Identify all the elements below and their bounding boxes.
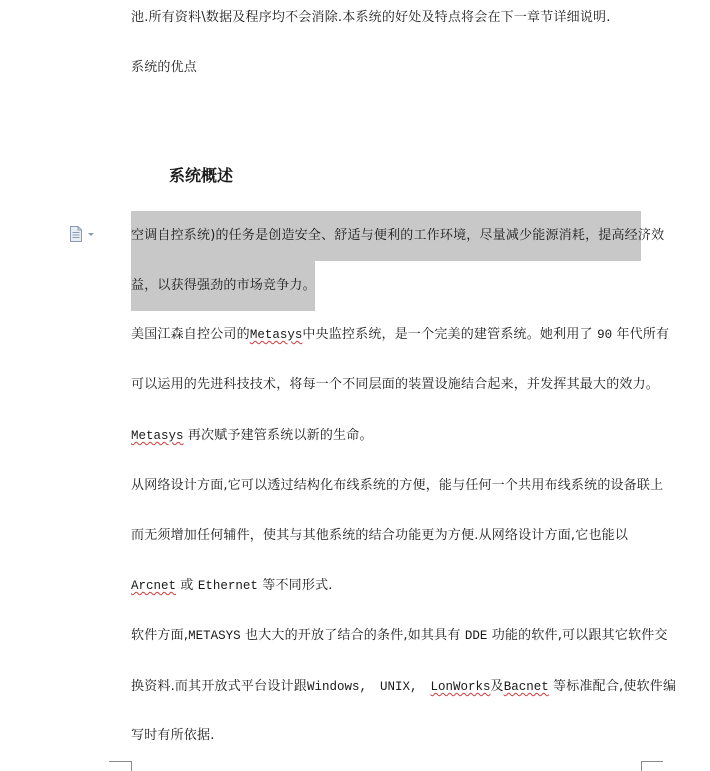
text-run: 等不同形式.	[262, 578, 333, 593]
text-run: UNIX,	[379, 680, 418, 694]
spellcheck-word: Bacnet	[503, 680, 549, 694]
paragraph-line: 空调自控系统)的任务是创造安全、舒适与便利的工作环境，尽量减少能源消耗，提高经济效	[131, 228, 665, 243]
text-run: METASYS	[188, 629, 241, 643]
spellcheck-word: Metasys	[249, 328, 303, 342]
paragraph-line: 益，以获得强劲的市场竞争力。	[131, 278, 316, 293]
text-run: DDE	[464, 629, 488, 643]
paragraph-line: 写时有所依据.	[131, 728, 215, 743]
text-run: 年代所有	[616, 327, 670, 342]
text-run: 或	[180, 578, 194, 593]
text-run: 90	[597, 328, 613, 342]
paragraph-line	[131, 326, 669, 344]
text-run: 功能的软件,可以跟其它软件交	[491, 628, 668, 643]
text-run: 换资料.而其开放式平台设计跟	[131, 679, 307, 694]
paragraph-line: 可以运用的先进科技技术，将每一个不同层面的装置设施结合起来，并发挥其最大的效力。	[131, 377, 660, 392]
paragraph-line	[131, 427, 373, 445]
spellcheck-word: Metasys	[131, 429, 184, 443]
text-run: Windows,	[306, 680, 367, 694]
paragraph-line: 系统的优点	[131, 60, 198, 75]
paragraph-line	[131, 577, 333, 595]
spellcheck-word: LonWorks	[430, 680, 491, 694]
paragraph-line	[131, 678, 676, 696]
paragraph-menu-icon[interactable]	[69, 226, 95, 242]
paragraph-line: 池.所有资料\数据及程序均不会消除.本系统的好处及特点将会在下一章节详细说明.	[131, 10, 611, 25]
section-heading: 系统概述	[169, 166, 234, 185]
spellcheck-word: Arcnet	[131, 579, 177, 593]
text-run: 也大大的开放了结合的条件,如其具有	[245, 628, 461, 643]
paragraph-line: 从网络设计方面,它可以透过结构化布线系统的方便，能与任何一个共用布线系统的设备联上	[131, 478, 664, 493]
page-corner-mark-right-v	[641, 761, 642, 771]
chevron-down-icon	[88, 233, 94, 236]
document-icon	[69, 226, 95, 242]
text-run: 再次赋予建管系统以新的生命。	[187, 428, 373, 443]
text-run: 软件方面,	[131, 628, 189, 643]
paragraph-line: 而无须增加任何辅件，使其与其他系统的结合功能更为方便.从网络设计方面,它也能以	[131, 528, 629, 543]
text-run: 等标准配合,使软件编	[553, 679, 677, 694]
text-run: 美国江森自控公司的	[131, 327, 250, 342]
text-run: 及	[490, 679, 504, 694]
page-corner-mark-left-v	[131, 761, 132, 771]
text-run: 中央监控系统，是一个完美的建管系统。她利用了	[302, 327, 593, 342]
page-corner-mark-left-h	[109, 761, 131, 762]
text-run: Ethernet	[197, 579, 258, 593]
page-corner-mark-right-h	[641, 761, 663, 762]
paragraph-line	[131, 627, 668, 645]
